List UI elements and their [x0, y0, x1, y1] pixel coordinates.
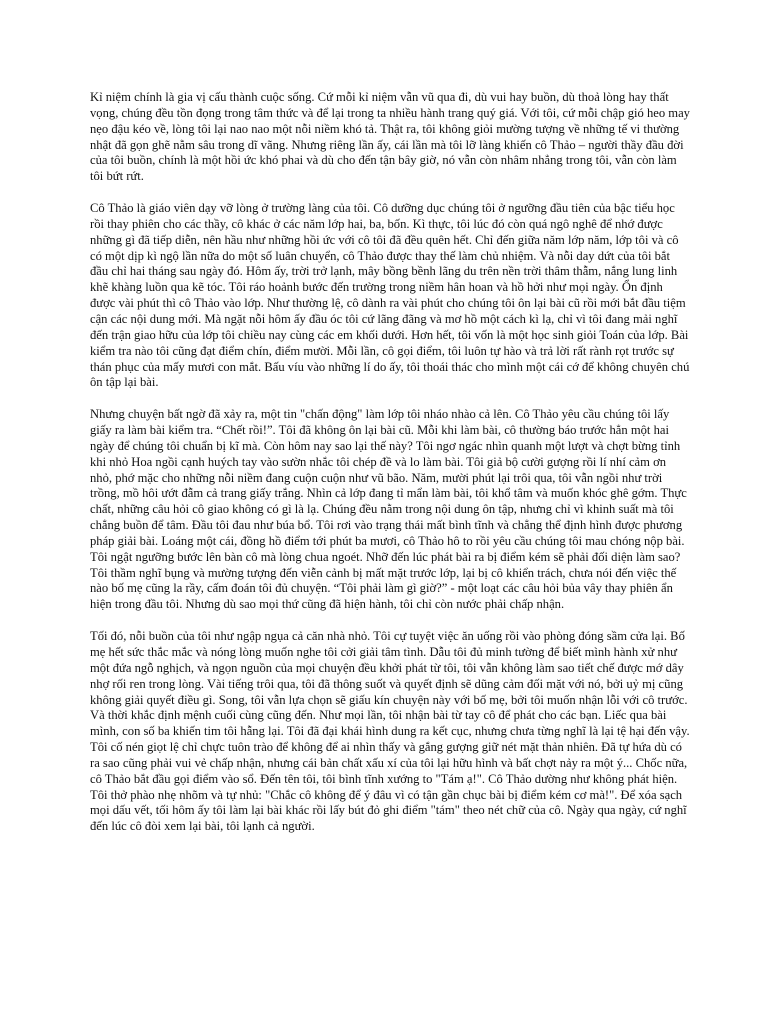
paragraph-3: Nhưng chuyện bất ngờ đã xảy ra, một tin "chấn động" làm lớp tôi nháo nhào cả lên. Cô Thảo yêu cầu chúng tôi lấy giấy ra làm bài kiểm tra. “Chết rồi!”. Tôi đã không ôn lại bài cũ. Mỗi khi làm bài, cô thường báo trước hẳn một hai ngày để chúng tôi chuẩn bị kĩ mà. Còn hôm nay sao lại thế này? Tôi ngơ ngác nhìn quanh một lượt và chợt bừng tỉnh khi nhỏ Hoa ngồi cạnh huých tay vào sườn nhắc tôi chép đề và lo làm bài. Tôi giả bộ cười gượng rồi lí nhí cảm ơn nhỏ, phớ mặc cho những nỗi niềm đang cuộn cuộn như vũ bão. Năm, mười phút lại trôi qua, tôi vẫn ngồi như trời trồng, mồ hôi ướt đẫm cả trang giấy trắng. Nhìn cả lớp đang tỉ mẩn làm bài, tôi khổ tâm và muốn khóc ghê gớm. Thực chất, những câu hỏi cô giao không có gì là lạ. Chúng đều nằm trong nội dung ôn tập, nhưng chỉ vì khinh suất mà tôi chẳng buồn để tâm. Đầu tôi đau như búa bổ. Tôi rơi vào trạng thái mất bình tĩnh và chẳng thể định hình được phương pháp giải bài. Loáng một cái, đồng hồ điểm tới phút ba mươi, cô Thảo hô to rồi yêu cầu chúng tôi mau chóng nộp bài. Tôi ngật ngưỡng bước lên bàn cô mà lòng chua ngoét. Nhỡ đến lúc phát bài ra bị điểm kém sẽ phải đối diện làm sao? Tôi thầm nghĩ bụng và mường tượng đến viễn cảnh bị mất mặt trước lớp, lại bị cô khiển trách, chưa nói đến việc thế nào bố mẹ cũng la rầy, cấm đoán tôi đủ chuyện. “Tôi phải làm gì giờ?” - một loạt các câu hỏi bủa vây thay phiên ẩn hiện trong đầu tôi. Nhưng dù sao mọi thứ cũng đã hiện hành, tôi chỉ còn nước phải chấp nhận.: [90, 407, 687, 612]
paragraph-1: Kỉ niệm chính là gia vị cấu thành cuộc sống. Cứ mỗi kỉ niệm vẫn vũ qua đi, dù vui hay buồn, dù thoả lòng hay thất vọng, chúng đều tồn đọng trong tâm thức và để lại trong ta nhiều hành trang quý giá. Với tôi, cứ mỗi chập gió heo may nẹo đậu kéo về, lòng tôi lại nao nao một nỗi niềm khó tả. Thật ra, tôi không giỏi mường tượng về những tế vi thường nhật đã gọn ghẽ nằm sâu trong dĩ vãng. Nhưng riêng lần ấy, cái lần mà tôi lỡ làng khiến cô Thảo – người thầy đầu đời của tôi buồn, chính là một hồi ức khó phai và dù cho đến tận bây giờ, nó vẫn còn nhâm nhẳng trong tôi, vẫn còn làm tôi bứt rứt.: [90, 90, 690, 184]
document-page: [90, 90, 690, 851]
paragraph-2: Cô Thảo là giáo viên dạy vỡ lòng ở trường làng của tôi. Cô dưỡng dục chúng tôi ở ngưỡng đầu tiên của bậc tiểu học rồi thay phiên cho các thầy, cô khác ở các năm lớp hai, ba, bốn. Kì thực, tôi lúc đó còn quá ngô nghê để nhớ được những gì đã tiếp diễn, nên hầu như những hồi ức với cô tôi đã đều quên hết. Chỉ đến giữa năm lớp năm, lớp tôi và cô có một dịp kì ngộ lần nữa do một số luân chuyển, cô Thảo được thay thế làm chủ nhiệm. Và nỗi day dứt của tôi bắt đầu chỉ hai tháng sau ngày đó. Hôm ấy, trời trở lạnh, mây bồng bềnh lãng du trên nền trời thâm thẫm, nắng lung linh khẽ khàng luồn qua kẽ tóc. Tôi ráo hoảnh bước đến trường trong niềm hân hoan và hồ hởi như mọi ngày. Ổn định được vài phút thì cô Thảo vào lớp. Như thường lệ, cô dành ra vài phút cho chúng tôi ôn lại bài cũ rồi mới bắt đầu tiệm cận các nội dung mới. Mà ngặt nỗi hôm ấy đầu óc tôi cứ lãng đãng và mơ hồ một cách kì lạ, chỉ vì tôi đang mải nghĩ đến trận giao hữu của lớp tôi chiều nay cùng các em khối dưới. Hơn hết, tôi vốn là một học sinh giỏi Toán của lớp. Bài kiểm tra nào tôi cũng đạt điểm chín, điểm mười. Mỗi lần, cô gọi điểm, tôi luôn tự hào và trả lời rất rành rọt trước sự thán phục của mấy mươi con mắt. Bấu víu vào những lí do ấy, tôi thoái thác cho mình một cái cớ để không chuyên chú ôn tập lại bài.: [90, 201, 690, 390]
paragraph-4: Tối đó, nỗi buồn của tôi như ngập ngụa cả căn nhà nhỏ. Tôi cự tuyệt việc ăn uống rồi vào phòng đóng sầm cửa lại. Bố mẹ hết sức thắc mắc và nóng lòng muốn nghe tôi cởi giải tâm tình. Dẫu tôi đủ minh tường để biết mình hành xử như một đứa ngỗ nghịch, và ngọn nguồn của mọi chuyện đều khởi phát từ tôi, tôi vẫn không làm sao tiết chế được mớ dây nhợ rối ren trong lòng. Vài tiếng trôi qua, tôi đã thông suốt và quyết định sẽ dũng cảm đối mặt với nó, bởi uỷ mị cũng không giải quyết điều gì. Song, tôi vẫn lựa chọn sẽ giấu kín chuyện này với bố mẹ, bởi tôi muốn nhận lỗi với cô trước. Và thời khắc định mệnh cuối cùng cũng đến. Như mọi lần, tôi nhận bài từ tay cô để phát cho các bạn. Liếc qua bài mình, con số ba khiến tim tôi hẫng lại. Tôi đã đại khái hình dung ra kết cục, nhưng chưa từng nghĩ là lại tệ hại đến vậy. Tôi cố nén giọt lệ chỉ chực tuôn trào để không để ai nhìn thấy và gắng gượng giữ nét mặt thản nhiên. Đã tự hứa dù có ra sao cũng phải vui vẻ chấp nhận, nhưng cái bản chất xấu xí của tôi lại hữu hình và bất chợt nảy ra một ý... Chốc nữa, cô Thảo bắt đầu gọi điểm vào sổ. Đến tên tôi, tôi bình tĩnh xướng to "Tám ạ!". Cô Thảo dường như không phát hiện. Tôi thở phào nhẹ nhõm và tự nhủ: "Chắc cô không để ý đâu vì có tận gần chục bài bị điểm kém cơ mà!". Để xóa sạch mọi dấu vết, tối hôm ấy tôi làm lại bài khác rồi lấy bút đỏ ghi điểm "tám" theo nét chữ của cô. Ngày qua ngày, cứ nghĩ đến lúc cô đòi xem lại bài, tôi lạnh cả người.: [90, 629, 690, 834]
